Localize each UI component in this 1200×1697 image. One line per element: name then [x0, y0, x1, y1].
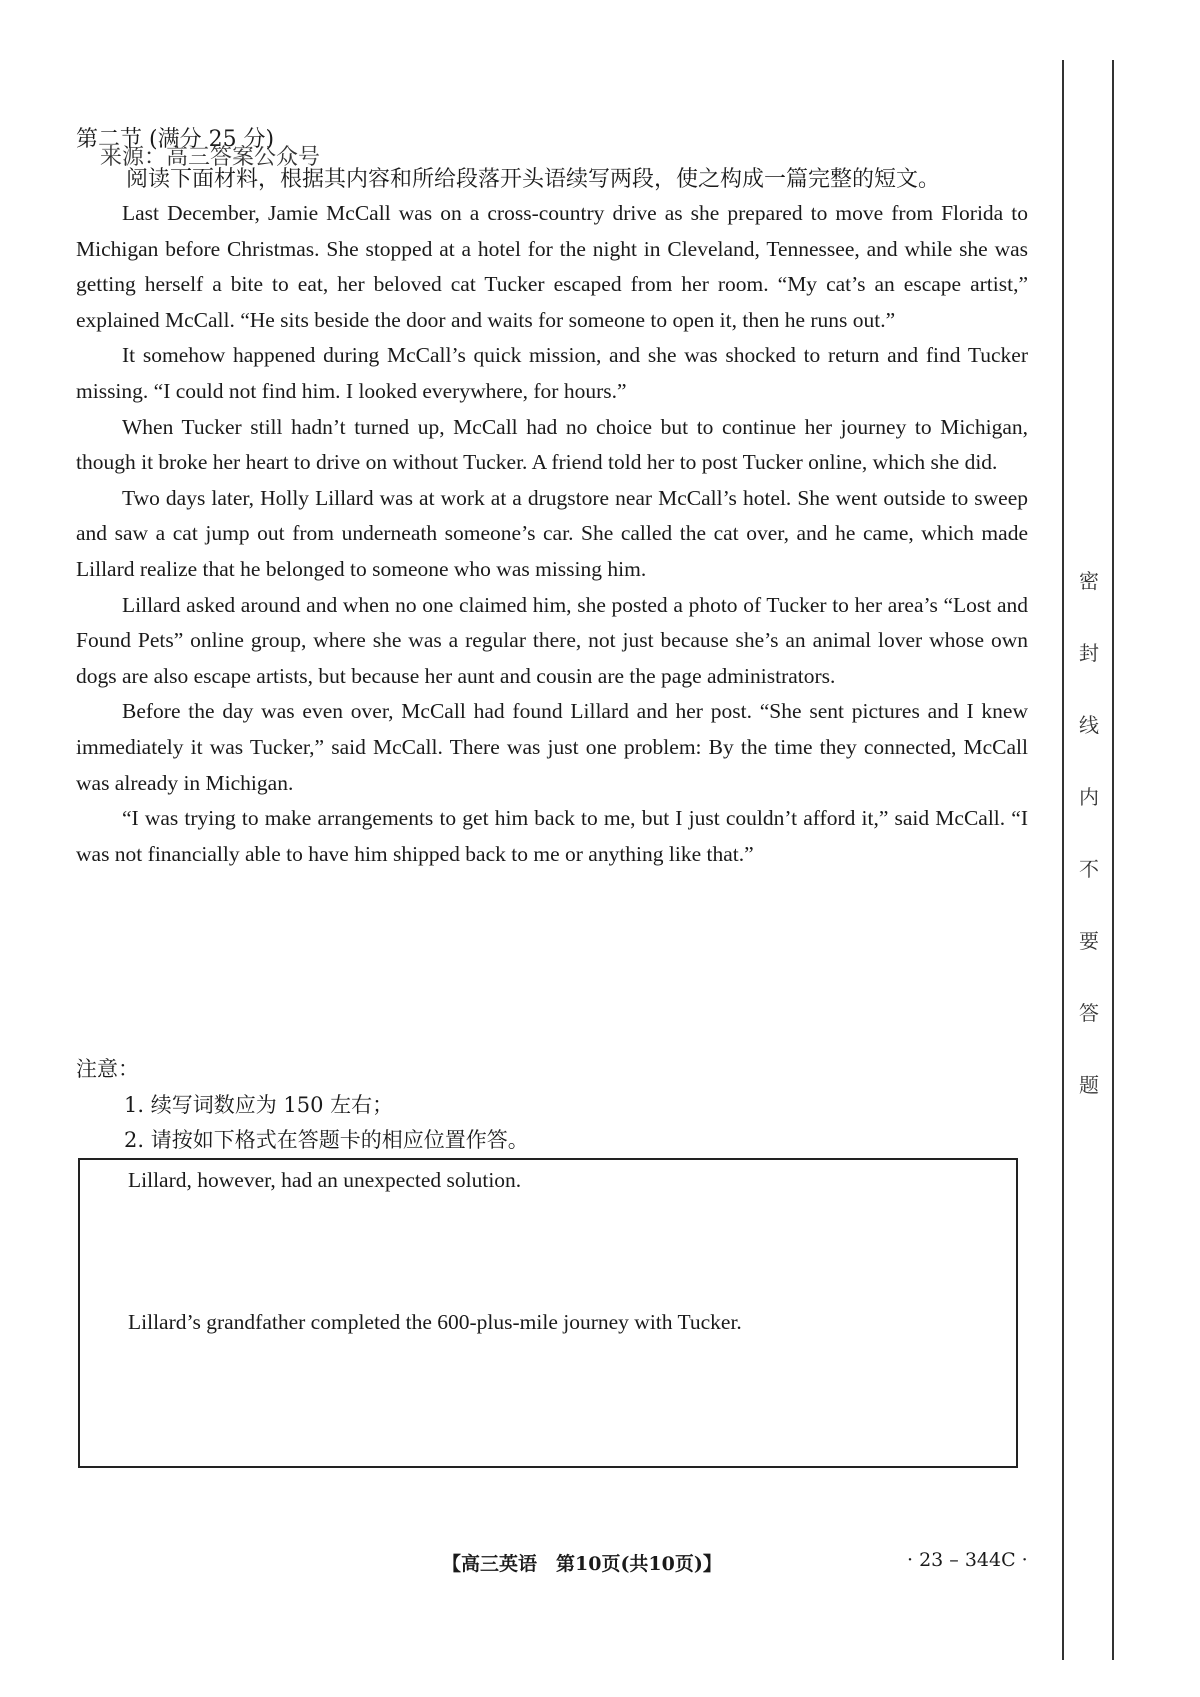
story-paragraph: Lillard asked around and when no one claimed him, she posted a photo of Tucker to her area’s “Lost and Found Pets” online group, where she was a regular there, not just because she’s an animal lover whose own dogs are also escape artists, but because her aunt and cousin are the page administrators.: [76, 592, 1028, 688]
seal-char: 答: [1079, 1001, 1099, 1025]
instruction-text: 阅读下面材料，根据其内容和所给段落开头语续写两段，使之构成一篇完整的短文。: [126, 167, 941, 192]
seal-char: 内: [1079, 785, 1099, 809]
story-paragraph: Two days later, Holly Lillard was at work at a drugstore near McCall’s hotel. She went outside to sweep and saw a cat jump out from underneath someone’s car. She called the cat over, and he came, which made Lillard realize that he belonged to someone who was missing him.: [76, 485, 1028, 581]
seal-char: 不: [1079, 857, 1099, 881]
footer-exam-code: · 23 – 344C ·: [907, 1549, 1028, 1571]
story-paragraph: When Tucker still hadn’t turned up, McCall had no choice but to continue her journey to Michigan, though it broke her heart to drive on without Tucker. A friend told her to post Tucker online, which she did.: [76, 414, 1028, 475]
section-title: 第二节 (满分 25 分): [76, 127, 275, 152]
paragraph-opening-2: Lillard’s grandfather completed the 600-plus-mile journey with Tucker.: [128, 1310, 742, 1334]
footer-page-label: 【高三英语 第10页(共10页)】: [442, 1553, 722, 1575]
seal-char: 要: [1079, 929, 1099, 953]
seal-line-notice: [1072, 545, 1106, 1121]
seal-char: 密: [1079, 569, 1099, 593]
story-text: [76, 196, 1028, 872]
seal-line-left: [1062, 60, 1064, 1660]
source-watermark: 来源：高三答案公众号: [100, 145, 321, 170]
seal-char: 线: [1079, 713, 1099, 737]
answer-box: [78, 1158, 1018, 1468]
note-item-word-count: 1. 续写词数应为 150 左右；: [124, 1093, 394, 1117]
story-paragraph: It somehow happened during McCall’s quick mission, and she was shocked to return and find Tucker missing. “I could not find him. I looked everywhere, for hours.”: [76, 343, 1028, 403]
note-item-answer-format: 2. 请按如下格式在答题卡的相应位置作答。: [124, 1128, 529, 1152]
seal-line-right: [1112, 60, 1114, 1660]
story-paragraph: Last December, Jamie McCall was on a cross-country drive as she prepared to move from Florida to Michigan before Christmas. She stopped at a hotel for the night in Cleveland, Tennessee, and while she was getting herself a bite to eat, her beloved cat Tucker escaped from her room. “My cat’s an escape artist,” explained McCall. “He sits beside the door and waits for someone to open it, then he runs out.”: [76, 201, 1028, 332]
paragraph-opening-1: Lillard, however, had an unexpected solution.: [128, 1168, 522, 1192]
story-paragraph: “I was trying to make arrangements to get him back to me, but I just couldn’t afford it,” said McCall. “I was not financially able to have him shipped back to me or anything like that.”: [76, 806, 1028, 866]
story-paragraph: Before the day was even over, McCall had found Lillard and her post. “She sent pictures and I knew immediately it was Tucker,” said McCall. There was just one problem: By the time they connected, McCall was already in Michigan.: [76, 699, 1028, 795]
seal-char: 题: [1079, 1073, 1099, 1097]
seal-char: 封: [1079, 641, 1099, 665]
notes-label: 注意：: [76, 1057, 139, 1081]
